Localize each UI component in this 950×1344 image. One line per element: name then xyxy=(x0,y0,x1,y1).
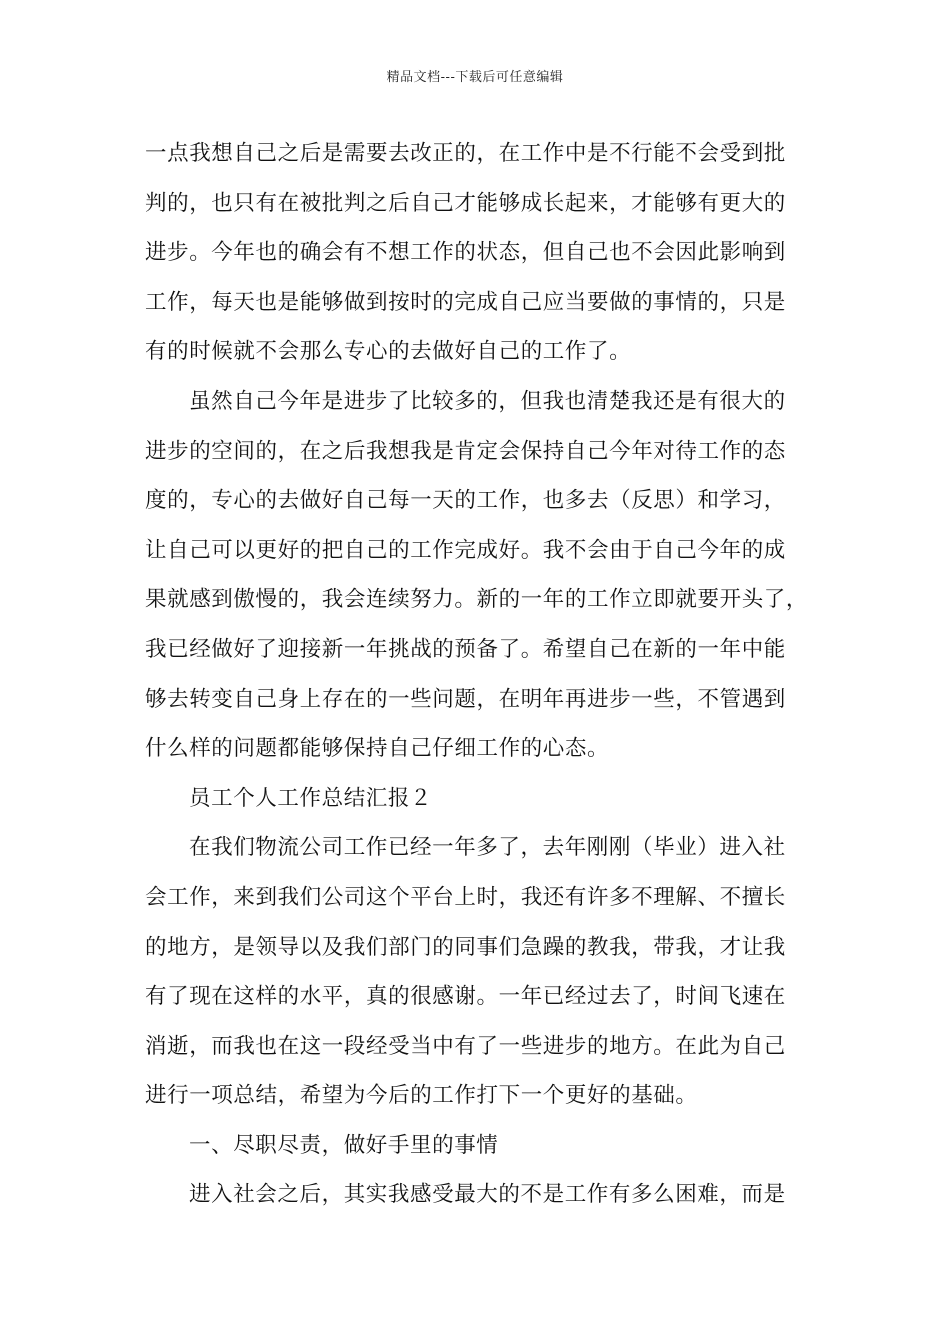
text-line: 的地方，是领导以及我们部门的同事们急躁的教我，带我，才让我 xyxy=(145,934,786,960)
text-line: 有的时候就不会那么专心的去做好自己的工作了。 xyxy=(145,339,632,365)
text-line: 一点我想自己之后是需要去改正的，在工作中是不行能不会受到批 xyxy=(145,141,786,166)
text-line: 够去转变自己身上存在的一些问题，在明年再进步一些，不管遇到 xyxy=(145,686,786,712)
text-line: 果就感到傲慢的，我会连续努力。新的一年的工作立即就要开头了， xyxy=(145,587,809,613)
page-header: 精品文档---下载后可任意编辑 xyxy=(386,70,564,85)
text-line: 有了现在这样的水平，真的很感谢。一年已经过去了，时间飞速在 xyxy=(145,984,786,1010)
text-line: 工作，每天也是能够做到按时的完成自己应当要做的事情的，只是 xyxy=(145,289,786,315)
text-line: 员工个人工作总结汇报２ xyxy=(189,785,433,811)
text-line: 进行一项总结，希望为今后的工作打下一个更好的基础。 xyxy=(145,1083,698,1109)
text-line: 一、尽职尽责，做好手里的事情 xyxy=(189,1132,499,1158)
text-line: 进步。今年也的确会有不想工作的状态，但自己也不会因此影响到 xyxy=(145,240,786,266)
text-line: 判的，也只有在被批判之后自己才能够成长起来，才能够有更大的 xyxy=(145,190,786,216)
text-line: 消逝，而我也在这一段经受当中有了一些进步的地方。在此为自己 xyxy=(145,1033,786,1059)
text-line: 进步的空间的，在之后我想我是肯定会保持自己今年对待工作的态 xyxy=(145,438,786,464)
document-body xyxy=(145,129,825,1220)
text-line: 什么样的问题都能够保持自己仔细工作的心态。 xyxy=(145,736,610,762)
text-line: 我已经做好了迎接新一年挑战的预备了。希望自己在新的一年中能 xyxy=(145,636,786,662)
text-line: 让自己可以更好的把自己的工作完成好。我不会由于自己今年的成 xyxy=(145,537,786,563)
text-line: 进入社会之后，其实我感受最大的不是工作有多么困难，而是 xyxy=(189,1182,786,1208)
text-line: 度的，专心的去做好自己每一天的工作，也多去（反思）和学习， xyxy=(145,488,786,514)
text-line: 虽然自己今年是进步了比较多的，但我也清楚我还是有很大的 xyxy=(189,388,786,414)
text-line: 会工作，来到我们公司这个平台上时，我还有许多不理解、不擅长 xyxy=(145,884,786,910)
text-line: 在我们物流公司工作已经一年多了，去年刚刚（毕业）进入社 xyxy=(189,835,786,861)
